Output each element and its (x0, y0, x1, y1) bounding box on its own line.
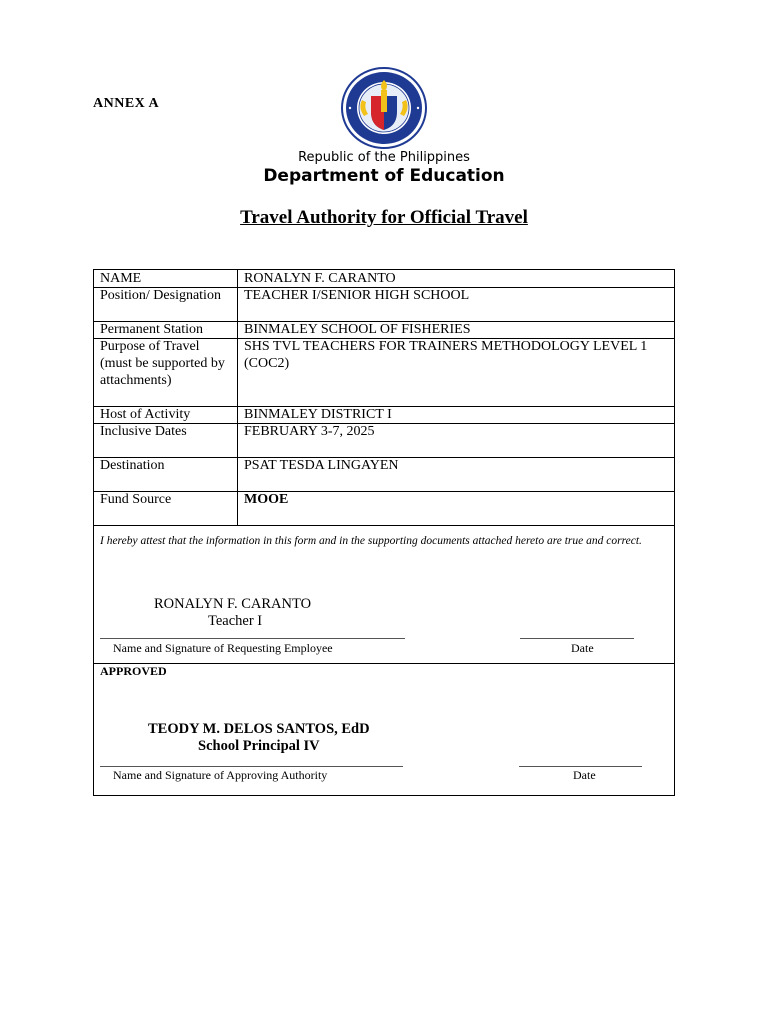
field-row-dates (94, 423, 674, 458)
republic-heading: Republic of the Philippines (298, 150, 470, 165)
field-value: PSAT TESDA LINGAYEN (244, 458, 399, 473)
field-value: RONALYN F. CARANTO (244, 271, 396, 286)
employee-date-caption: Date (571, 641, 594, 655)
field-label: Destination (100, 458, 165, 473)
approver-name: TEODY M. DELOS SANTOS, EdD (148, 721, 370, 737)
field-label: Fund Source (100, 492, 172, 507)
field-label: Inclusive Dates (100, 424, 187, 439)
field-row-station (94, 321, 674, 339)
approved-heading: APPROVED (100, 664, 167, 678)
field-row-fund (94, 491, 674, 526)
approver-position: School Principal IV (198, 738, 320, 754)
annex-label: ANNEX A (93, 96, 160, 111)
field-value: MOOE (244, 492, 289, 507)
field-row-purpose (94, 338, 674, 407)
field-row-position (94, 287, 674, 322)
employee-name: RONALYN F. CARANTO (154, 596, 312, 612)
approver-date-line (519, 766, 642, 767)
department-heading: Department of Education (263, 166, 505, 186)
deped-seal-icon (340, 66, 428, 150)
employee-signature-line (100, 638, 405, 639)
approver-date-caption: Date (573, 768, 596, 782)
field-label: Host of Activity (100, 407, 191, 422)
attestation-text: I hereby attest that the information in this form and in the supporting documents attached hereto are true and correct. (100, 535, 642, 547)
field-value: TEACHER I/SENIOR HIGH SCHOOL (244, 288, 470, 303)
document-title: Travel Authority for Official Travel (240, 207, 528, 228)
field-value: BINMALEY DISTRICT I (244, 407, 392, 422)
field-value: FEBRUARY 3-7, 2025 (244, 424, 375, 439)
section-divider (94, 663, 674, 664)
field-value: BINMALEY SCHOOL OF FISHERIES (244, 322, 471, 337)
field-row-name (94, 270, 674, 288)
employee-signature-caption: Name and Signature of Requesting Employee (113, 641, 333, 655)
employee-position: Teacher I (208, 613, 263, 629)
field-row-destination (94, 457, 674, 492)
field-row-host (94, 406, 674, 424)
travel-authority-form (93, 269, 675, 796)
approver-signature-line (100, 766, 403, 767)
field-label: Permanent Station (100, 322, 204, 337)
approver-signature-caption: Name and Signature of Approving Authority (113, 768, 328, 782)
field-label: Purpose of Travel (must be supported by attachments) (100, 339, 225, 388)
employee-date-line (520, 638, 634, 639)
field-value: SHS TVL TEACHERS FOR TRAINERS METHODOLOGY LEVEL 1 (COC2) (244, 339, 648, 371)
field-label: NAME (100, 271, 142, 286)
field-label: Position/ Designation (100, 288, 221, 303)
